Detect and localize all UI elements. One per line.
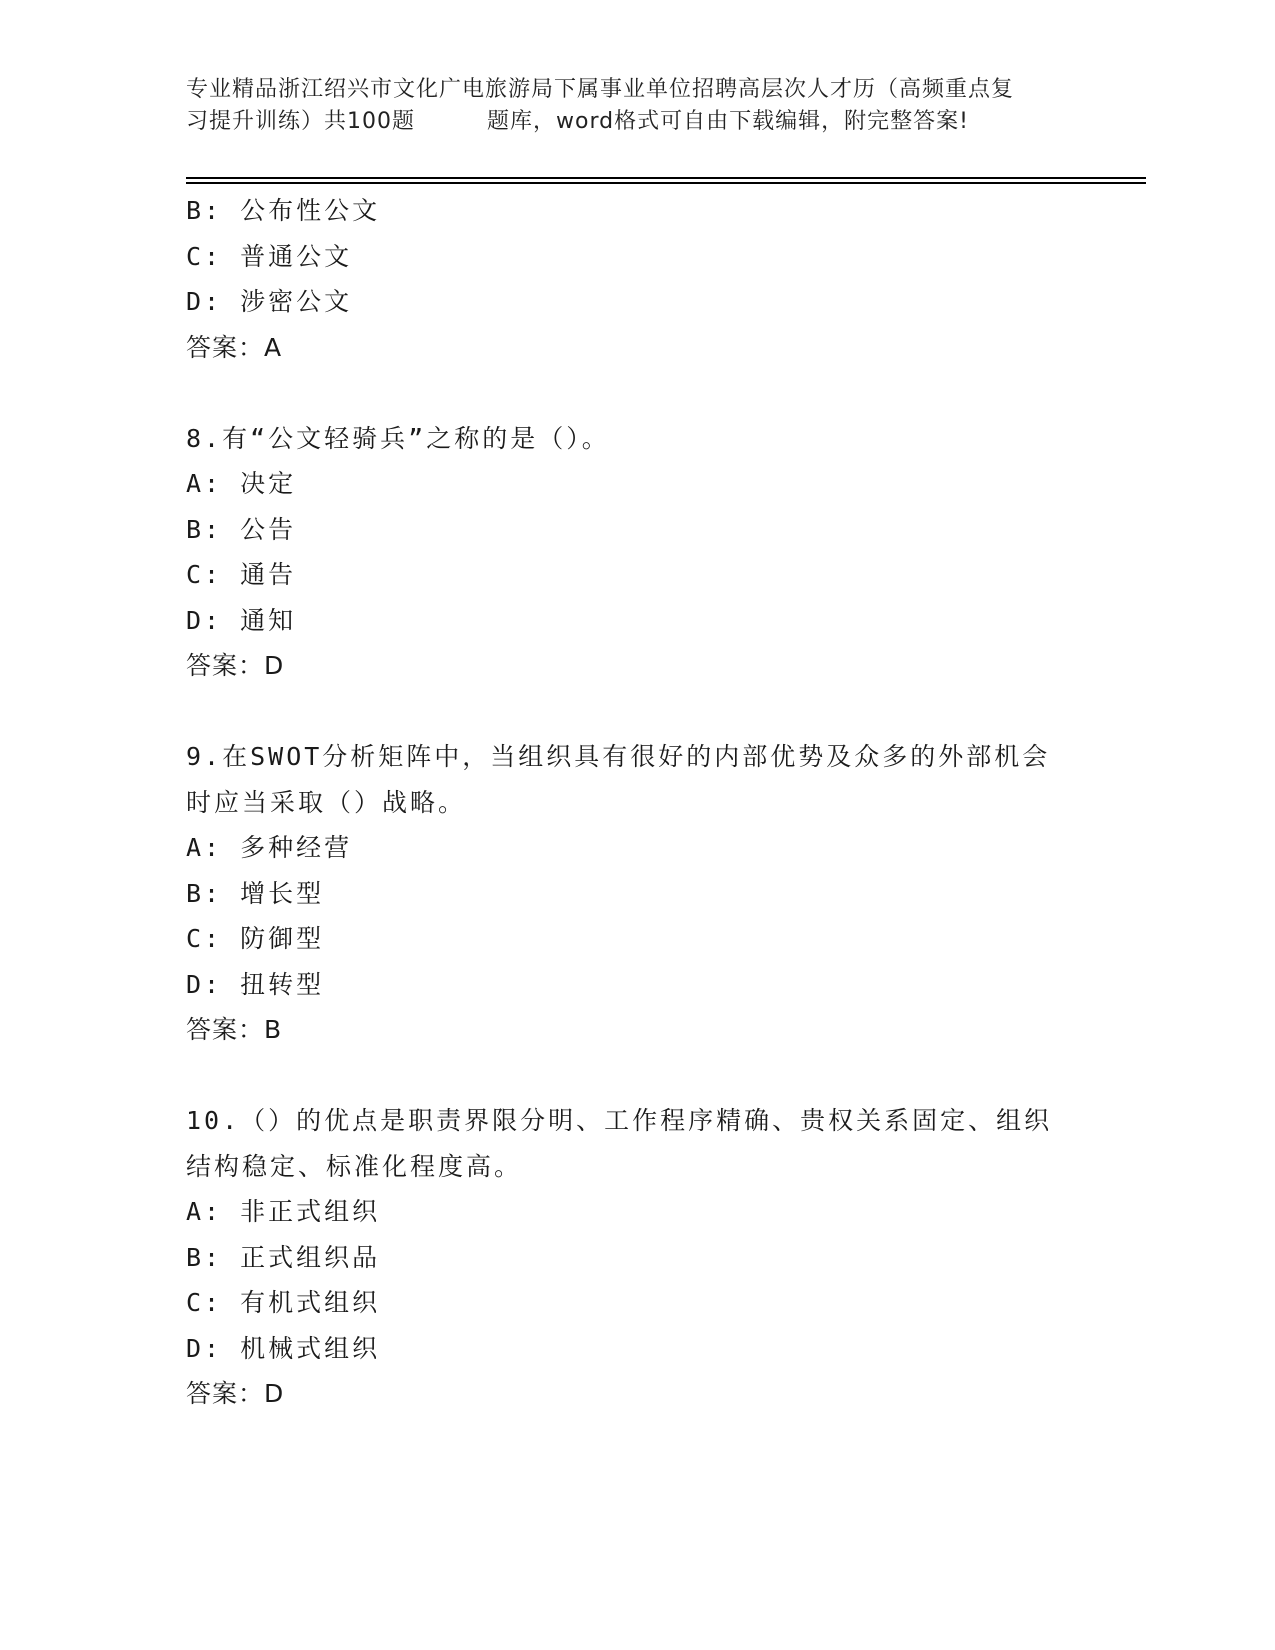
answer-line: 答案：D bbox=[186, 1379, 285, 1408]
option-c: C: 普通公文 bbox=[186, 241, 353, 271]
option-c: C: 通告 bbox=[186, 560, 297, 589]
header-line-2-left: 习提升训练）共100题 bbox=[186, 109, 415, 134]
option-a: A: 多种经营 bbox=[186, 833, 353, 862]
answer-line: 答案：A bbox=[186, 332, 283, 362]
option-b: B: 增长型 bbox=[186, 878, 325, 908]
option-c: C: 有机式组织 bbox=[186, 1288, 381, 1317]
question-block-partial bbox=[186, 188, 1086, 370]
document-header bbox=[186, 74, 1086, 138]
option-d: D: 机械式组织 bbox=[186, 1333, 381, 1363]
option-b: B: 公告 bbox=[186, 514, 297, 544]
header-line-1: 专业精品浙江绍兴市文化广电旅游局下属事业单位招聘高层次人才历（高频重点复 bbox=[186, 77, 1015, 102]
header-rule-top bbox=[186, 177, 1146, 179]
option-a: A: 非正式组织 bbox=[186, 1197, 381, 1226]
answer-line: 答案：D bbox=[186, 651, 285, 680]
question-block-9 bbox=[186, 734, 1086, 1053]
question-text: 10.（）的优点是职责界限分明、工作程序精确、贵权关系固定、组织结构稳定、标准化程度高。 bbox=[186, 1106, 1053, 1181]
option-b: B: 正式组织品 bbox=[186, 1242, 381, 1272]
option-b: B: 公布性公文 bbox=[186, 196, 381, 225]
option-d: D: 扭转型 bbox=[186, 969, 325, 999]
answer-line: 答案：B bbox=[186, 1015, 283, 1044]
header-line-2-right: 题库，word格式可自由下载编辑，附完整答案! bbox=[487, 109, 969, 134]
question-block-8 bbox=[186, 416, 1086, 689]
question-list bbox=[186, 188, 1086, 1417]
header-rule-bottom bbox=[186, 182, 1146, 184]
question-block-10 bbox=[186, 1098, 1086, 1417]
option-c: C: 防御型 bbox=[186, 924, 325, 953]
option-d: D: 通知 bbox=[186, 605, 297, 635]
question-text: 8.有“公文轻骑兵”之称的是（）。 bbox=[186, 423, 610, 453]
option-d: D: 涉密公文 bbox=[186, 287, 353, 316]
option-a: A: 决定 bbox=[186, 469, 297, 498]
question-text: 9.在SWOT分析矩阵中，当组织具有很好的内部优势及众多的外部机会时应当采取（）战略。 bbox=[186, 742, 1051, 817]
header-line-2 bbox=[186, 106, 1086, 138]
